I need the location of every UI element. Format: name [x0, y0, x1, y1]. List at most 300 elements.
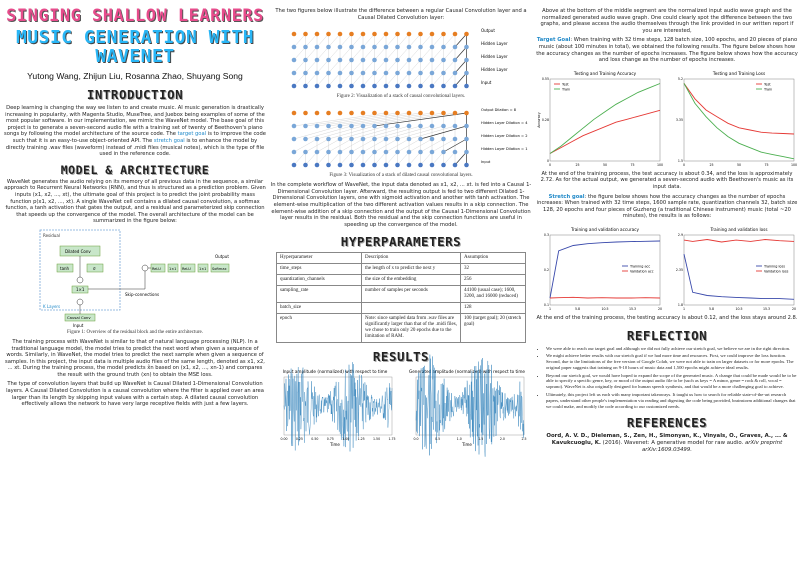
hyperparameter-table: [276, 252, 526, 343]
legend-label: Test: [764, 82, 771, 87]
conv-node: [303, 45, 308, 50]
stretch-accuracy-chart: [536, 223, 664, 315]
reference-entry: Oord, A. V. D., Dieleman, S., Zen, H., Simonyan, K., Vinyals, O., Graves, A., ... & Kavukcuoglu, K. (2016). Wavenet: A generative model for raw audio. arXiv preprint arXiv:1609.03499.: [546, 433, 788, 454]
wave-tick-label: 2.5: [521, 437, 527, 442]
conv-node: [372, 84, 377, 89]
series-line: [684, 83, 794, 134]
conv-node: [453, 137, 458, 142]
stretch-goal-highlight: stretch goal: [153, 137, 185, 144]
conv-node: [407, 84, 412, 89]
conv-node: [326, 137, 331, 142]
conv-node: [407, 111, 412, 116]
conv-node: [372, 150, 377, 155]
conv-node: [464, 45, 469, 50]
y-tick-label: 2.9: [677, 232, 683, 237]
intro-paragraph: Deep learning is changing the way we listen to and create music. AI music generation is drastically increasing in popularity, with Magenta Studio, MuseTree, and Juebox being examples of some of the most popular software. In our implementation, we mimic the WaveNet model. The base goal of this project is to generate a seven-second audio file with a training set of twenty of Beethoven's piano songs by following the model architecture of the source code. The target goal is to improve the code such that it is an easy-to-use object-oriented API. The stretch goal is to enhance the model by directly training .wav files (waveform) instead of .midi files (musical notes), which is the type of file used in the reference code.: [4, 105, 266, 158]
conv-node: [372, 163, 377, 168]
conv-node: [464, 84, 469, 89]
conv-node: [292, 111, 297, 116]
conv-node: [326, 45, 331, 50]
conv-node: [315, 124, 320, 129]
conv-node: [407, 137, 412, 142]
x-tick-label: 25: [709, 162, 714, 167]
reflection-item: • We were able to reach our target goal and although we did not fully achieve our stretch goal, we believe we are in the right direction.: [546, 346, 798, 352]
wave-tick-label: 0.25: [295, 437, 303, 442]
conv-node: [407, 45, 412, 50]
table-cell: 256: [461, 275, 526, 286]
series-line: [550, 297, 660, 298]
conv-node: [292, 163, 297, 168]
conv-node: [349, 71, 354, 76]
legend-label: Validation loss: [764, 269, 789, 274]
conv-node: [338, 45, 343, 50]
generated-waveform-chart: [404, 367, 530, 447]
wave-tick-label: 1.0: [456, 437, 462, 442]
reflection-item: • Ultimately, this project left us each with many important takeaways. It taught us how to search for reliable state-of-the-art research papers, understand other people's implementation via reading and digesting the code being provided, brainstorm additional changes that we could make, and modify the code according to our customized needs.: [546, 392, 798, 409]
table-cell: [362, 303, 461, 314]
conv-node: [292, 84, 297, 89]
conv-node: [430, 84, 435, 89]
conv-node: [464, 124, 469, 129]
table-cell: sampling_rate: [277, 286, 362, 303]
table-cell: the size of the embedding: [362, 275, 461, 286]
wave-tick-label: 0.00: [280, 437, 288, 442]
x-tick-label: 25: [575, 162, 580, 167]
conv-node: [395, 163, 400, 168]
x-tick-label: 1: [682, 306, 686, 311]
conv-node: [326, 124, 331, 129]
figure-3-dilated-conv: [286, 103, 528, 171]
table-cell: 128: [461, 303, 526, 314]
chart-title: Training and validation accuracy: [571, 226, 639, 232]
conv-node: [349, 111, 354, 116]
conv-node: [430, 71, 435, 76]
conv-node: [292, 32, 297, 37]
input-wave-title: Input amplitude (normalized) with respect to time: [282, 369, 388, 375]
conv-node: [303, 84, 308, 89]
table-row: [277, 303, 526, 314]
y-tick-label: 0.28: [541, 117, 549, 122]
reflection-item: • We might achieve better results with our stretch goal if we had more time and resources. First, we could improve the loss function. Second, due to the limitations of the free version of Google Colab, we were not able to train on larger datasets or for more epochs. The original paper suggests that training on 9-10 hours of music data and 1,500 epochs might achieve ideal results.: [546, 353, 798, 370]
x-tick-label: 10.5: [601, 306, 609, 311]
fig1-label: 1×1: [76, 286, 85, 292]
fig1-label: K Layers: [43, 303, 61, 309]
conv-node: [303, 58, 308, 63]
x-tick-label: 15.3: [762, 306, 771, 311]
fig2-label: Hidden Layer: [481, 41, 508, 47]
model-paragraph-1: WaveNet generates the audio relying on its memory of all previous data in the sequence, a similar approach to Recurrent Neural Networks (RNN), and thus is structured as a prediction problem. Given inputs (x1, x2, ..., xt), the ultimate goal of this project is to predict the joint probability mass function p(x1, x2, ..., xt). A single WaveNet cell contains a dilated causal convolution, a softmax function, a tanh activation that gates the output, and a residual and parameterized skip connection that speeds up the convergence of the model. The overall architecture of the model can be summarized in the figure below:: [4, 178, 266, 225]
conv-node: [292, 150, 297, 155]
conv-node: [453, 111, 458, 116]
table-row: [277, 264, 526, 275]
conv-node: [418, 111, 423, 116]
conv-node: [361, 124, 366, 129]
conv-node: [418, 124, 423, 129]
conv-node: [453, 45, 458, 50]
conv-node: [418, 71, 423, 76]
table-header: Description: [362, 253, 461, 264]
conv-node: [453, 84, 458, 89]
middle-column: [270, 0, 532, 573]
conv-node: [315, 163, 320, 168]
conv-node: [418, 137, 423, 142]
conv-node: [384, 84, 389, 89]
conv-node: [303, 32, 308, 37]
conv-node: [441, 45, 446, 50]
conv-node: [418, 150, 423, 155]
conv-node: [407, 150, 412, 155]
legend-label: Validation acc: [630, 269, 654, 274]
conv-node: [361, 58, 366, 63]
conv-node: [430, 45, 435, 50]
x-tick-label: 0: [548, 162, 552, 167]
conv-node: [395, 71, 400, 76]
stretch-loss-chart: [670, 223, 798, 315]
conv-node: [338, 71, 343, 76]
target-loss-chart: [670, 67, 798, 171]
conv-node: [441, 32, 446, 37]
conv-node: [453, 58, 458, 63]
conv-node: [395, 84, 400, 89]
legend-label: Training acc: [630, 264, 651, 269]
conv-node: [292, 71, 297, 76]
table-cell: quantization_channels: [277, 275, 362, 286]
conv-node: [441, 124, 446, 129]
y-tick-label: 5.2: [677, 76, 683, 81]
conv-node: [395, 137, 400, 142]
y-tick-label: 0: [546, 158, 549, 163]
conv-node: [430, 32, 435, 37]
fig1-label: σ: [93, 265, 96, 271]
conv-node: [430, 58, 435, 63]
wave-tick-label: 2.0: [499, 437, 505, 442]
conv-node: [349, 137, 354, 142]
wave-tick-label: 0.0: [413, 437, 419, 442]
table-header: Assumption: [461, 253, 526, 264]
target-goal-highlight: target goal: [177, 131, 207, 138]
conv-node: [384, 32, 389, 37]
conv-node: [338, 163, 343, 168]
legend-label: Test: [562, 82, 569, 87]
table-cell: the length of x to predict the next y: [362, 264, 461, 275]
y-tick-label: 0.2: [543, 267, 549, 272]
wave-tick-label: 0.5: [435, 437, 441, 442]
table-header-row: [277, 253, 526, 264]
conv-node: [315, 84, 320, 89]
conv-node: [361, 32, 366, 37]
generated-wave-xlabel: Time: [462, 442, 472, 448]
conv-node: [453, 124, 458, 129]
conv-node: [407, 163, 412, 168]
conv-node: [384, 124, 389, 129]
section-hyperparameters: HYPERPARAMETERS: [340, 234, 462, 250]
conv-node: [349, 58, 354, 63]
right-column: [536, 0, 798, 573]
conv-node: [453, 150, 458, 155]
conv-node: [453, 163, 458, 168]
x-tick-label: 5.8: [574, 306, 581, 311]
conv-node: [315, 71, 320, 76]
conv-node: [372, 58, 377, 63]
conv-node: [349, 32, 354, 37]
conv-node: [395, 111, 400, 116]
fig1-label: ReLU: [152, 266, 161, 271]
table-cell: epoch: [277, 314, 362, 343]
generated-wave-title: Generated amplitude (normalized) with respect to time: [408, 369, 526, 375]
fig3-label: Input: [481, 160, 491, 165]
conv-node: [464, 32, 469, 37]
conv-node: [326, 150, 331, 155]
fig2-label: Hidden Layer: [481, 54, 508, 60]
input-waveform-chart: [272, 367, 398, 447]
target-goal-label: Target Goal: [536, 37, 571, 44]
model-paragraph-2: The training process with WaveNet is similar to that of natural language processing (NLP). In a traditional language model, the model tries to predict the next word when given a sequence of words. Similarly, in WaveNet, the model tries to predict the next sample when given a sequence of samples. In this project, the input data is multiple audio files of the same length, denoted as x1, x2, ... xt. During the training process, the model predicts x̂n based on (x1, x2, ..., xn-1) and compares the result with the ground truth (xn) to obtain the MSE loss.: [5, 338, 265, 378]
conv-node: [292, 124, 297, 129]
wave-tick-label: 1.00: [342, 437, 350, 442]
section-model: MODEL & ARCHITECTURE: [60, 162, 210, 177]
conv-node: [384, 137, 389, 142]
conv-node: [384, 163, 389, 168]
conv-node: [407, 71, 412, 76]
conv-node: [464, 150, 469, 155]
x-tick-label: 5.8: [708, 306, 715, 311]
series-line: [684, 254, 794, 299]
legend-label: Train: [764, 87, 773, 92]
y-tick-label: 1.8: [677, 302, 683, 307]
workflow-paragraph: In the complete workflow of WaveNet, the input data denoted as x1, x2, ... xt. is fed into a Causal 1-Dimensional Convolution layer. Afterward, the resulting output is fed to two different Dilated 1-Dimensional Convolution layers, one with sigmoid activation and another with tanh activation. The element-wise multiplication of the two different activation values results in a skip connection. The element-wise addition of a skip connection and the output of the Causal 1-Dimensional Convolution layer results in the residual. Both the residual and the skip connection functions are useful in speeding up the convergence of the model.: [270, 182, 532, 228]
conv-node: [441, 58, 446, 63]
fig1-label: Dilated Conv: [65, 248, 91, 254]
conv-node: [453, 71, 458, 76]
legend-label: Train: [562, 87, 571, 92]
fig1-label: Softmax: [212, 266, 227, 271]
conv-node: [430, 150, 435, 155]
x-tick-label: 20: [657, 306, 663, 311]
wave-tick-label: 1.50: [373, 437, 381, 442]
conv-node: [418, 58, 423, 63]
conv-node: [384, 58, 389, 63]
conv-node: [453, 32, 458, 37]
conv-node: [464, 58, 469, 63]
table-row: [277, 314, 526, 343]
fig1-label: Residual: [43, 232, 60, 238]
conv-node: [361, 84, 366, 89]
conv-node: [315, 111, 320, 116]
y-tick-label: 0.3: [543, 232, 549, 237]
conv-node: [441, 84, 446, 89]
conv-node: [395, 45, 400, 50]
conv-node: [361, 45, 366, 50]
x-tick-label: 0: [682, 162, 686, 167]
conv-node: [441, 137, 446, 142]
fig1-label: tanh: [60, 265, 70, 271]
conv-node: [326, 163, 331, 168]
conv-node: [441, 111, 446, 116]
conv-node: [338, 32, 343, 37]
fig1-label: Output: [215, 253, 229, 259]
conv-node: [338, 111, 343, 116]
table-row: [277, 286, 526, 303]
conv-node: [395, 32, 400, 37]
stretch-goal-label: Stretch goal: [548, 193, 585, 200]
conv-node: [395, 124, 400, 129]
x-tick-label: 100: [790, 162, 798, 167]
y-tick-label: 0.1: [543, 302, 549, 307]
wave-tick-label: 1.5: [478, 437, 484, 442]
poster-title-line1: SINGING SHALLOW LEARNERS: [6, 6, 264, 26]
series-line: [550, 83, 660, 153]
x-tick-label: 15.3: [628, 306, 637, 311]
model-paragraph-3: The type of convolution layers that build up WaveNet is Causal Dilated 1-Dimensional Convolution layers. A Causal Dilated Convolution is a causal convolution where the filter is applied over an area larger than its length by skipping input values with a certain step. A dilated causal convolution effectively allows the network to have very large receptive fields with just a few layers.: [6, 381, 264, 408]
conv-node: [303, 137, 308, 142]
reflection-list: [536, 346, 798, 410]
conv-node: [464, 71, 469, 76]
conv-node: [361, 163, 366, 168]
table-cell: batch_size: [277, 303, 362, 314]
x-tick-label: 50: [602, 162, 608, 167]
conv-node: [372, 71, 377, 76]
series-line: [550, 110, 660, 153]
input-wave-xlabel: Time: [330, 442, 340, 448]
conv-node: [430, 163, 435, 168]
y-tick-label: 0.55: [541, 76, 549, 81]
fig1-label: Input: [73, 322, 84, 328]
conv-node: [349, 84, 354, 89]
conv-node: [361, 137, 366, 142]
legend-label: Training loss: [764, 264, 786, 269]
table-row: [277, 275, 526, 286]
stretch-goal-paragraph: Stretch goal: the figure below shows how the accuracy changes as the number of epochs increases: When trained with 32 time steps, 1600 sample rate, quantization channels 32, batch size 128, 20 epochs and four pieces of Guzheng (a traditional Chinese instrument) music (total ~20 minutes), the results is as follows:: [536, 193, 798, 220]
conv-node: [372, 137, 377, 142]
table-header: Hyperparameter: [277, 253, 362, 264]
table-cell: 32: [461, 264, 526, 275]
table-cell: 100 (target goal); 20 (stretch goal): [461, 314, 526, 343]
conv-node: [418, 163, 423, 168]
chart-title: Testing and Training Loss: [712, 70, 766, 76]
conv-node: [464, 137, 469, 142]
chart-title: Testing and Training Accuracy: [573, 70, 637, 76]
conv-node: [315, 45, 320, 50]
conv-node: [349, 45, 354, 50]
conv-node: [326, 84, 331, 89]
conv-node: [418, 45, 423, 50]
section-references: REFERENCES: [626, 415, 708, 431]
fig3-label: Output Dilation = 8: [481, 108, 517, 113]
target-goal-paragraph: Target Goal: When training with 32 time steps, 128 batch size, 100 epochs, and 20 pieces of piano music (about 100 minutes in total), we obtained the following results. The figure below shows how the accuracy changes as the number of epochs increases. The figure below shows how the accuracy and loss change as the number of epochs increases.: [536, 37, 798, 64]
fig1-label: 1×1: [199, 266, 207, 271]
fig2-label: Hidden Layer: [481, 67, 508, 73]
conv-node: [430, 124, 435, 129]
conv-node: [418, 32, 423, 37]
target-accuracy-chart: [536, 67, 664, 171]
fig3-label: Hidden Layer Dilation = 4: [481, 121, 528, 126]
fig1-label: 1×1: [169, 266, 177, 271]
results-paragraph-3: At the end of the training process, the test accuracy is about 0.34, and the loss is approximately 2.72. As for the actual output, we generated a seven-second audio with Beethoven's music as its input data.: [540, 170, 794, 190]
wave-tick-label: 0.50: [311, 437, 319, 442]
y-tick-label: 2.35: [675, 267, 683, 272]
conv-node: [384, 150, 389, 155]
x-tick-label: 10.5: [735, 306, 743, 311]
conv-node: [326, 32, 331, 37]
series-line: [684, 239, 794, 242]
section-introduction: INTRODUCTION: [86, 87, 184, 102]
conv-node: [349, 150, 354, 155]
conv-node: [315, 150, 320, 155]
conv-node: [338, 84, 343, 89]
convolution-intro: The two figures below illustrate the difference between a regular Causal Convolution layer and a Causal Dilated Convolution layer:: [275, 8, 527, 21]
conv-node: [361, 71, 366, 76]
conv-node: [384, 111, 389, 116]
x-tick-label: 20: [791, 306, 797, 311]
conv-node: [430, 111, 435, 116]
wave-tick-label: 1.25: [357, 437, 365, 442]
fig1-label: Skip-connections: [125, 291, 160, 297]
fig1-label: ReLU: [182, 266, 191, 271]
table-cell: Note: since sampled data from .wav files are significantly larger than that of the .midi files, we chose to train only 20 epochs due to the limitation of RAM.: [362, 314, 461, 343]
conv-node: [407, 58, 412, 63]
conv-node: [407, 124, 412, 129]
x-tick-label: 50: [736, 162, 742, 167]
conv-node: [395, 58, 400, 63]
conv-node: [315, 137, 320, 142]
conv-node: [303, 163, 308, 168]
x-tick-label: 1: [548, 306, 552, 311]
conv-node: [441, 71, 446, 76]
section-results: RESULTS: [372, 349, 430, 365]
conv-node: [303, 71, 308, 76]
conv-node: [338, 124, 343, 129]
chart-title: Training and validation loss: [710, 226, 768, 232]
fig3-label: Hidden Layer Dilation = 2: [481, 134, 528, 139]
figure-2-caption: Figure 2: Visualization of a stack of causal convolutional layers.: [336, 94, 466, 100]
table-cell: 44100 (usual case); 1600, 3200, and 16000 (reduced): [461, 286, 526, 303]
wave-tick-label: 0.75: [326, 437, 334, 442]
conv-node: [303, 150, 308, 155]
conv-node: [384, 45, 389, 50]
wave-tick-label: 1.75: [388, 437, 396, 442]
conv-node: [326, 111, 331, 116]
conv-node: [441, 150, 446, 155]
conv-node: [372, 32, 377, 37]
conv-node: [326, 58, 331, 63]
conv-node: [338, 137, 343, 142]
fig1-label: Causal Conv: [67, 314, 91, 320]
table-cell: number of samples per seconds: [362, 286, 461, 303]
reflection-item: • Beyond our stretch goal, we would have hoped to expand the scope of the generated music. A change that could be made would be to be able to specify a specific genre, key, or mood of the output audio file to be (such as keys = A minor, genre = rock & roll, vocal = soprano). WaveNet is also originally designed for human speech synthesis, and that would be a more challenging goal to achieve.: [546, 373, 798, 390]
x-tick-label: 75: [630, 162, 635, 167]
authors: Yutong Wang, Zhijun Liu, Rosanna Zhao, Shuyang Song: [27, 71, 243, 81]
conv-node: [395, 150, 400, 155]
x-tick-label: 75: [764, 162, 769, 167]
results-paragraph-1: Above at the bottom of the middle segment are the normalized input audio wave graph and the normalized generated audio wave graph. One could clearly spot the difference between the two graphs, and please access the audio themselves through the link provided in our written report if you are interested,: [540, 8, 794, 34]
conv-node: [315, 32, 320, 37]
conv-node: [372, 124, 377, 129]
x-tick-label: 100: [656, 162, 664, 167]
conv-node: [441, 163, 446, 168]
series-line: [684, 83, 794, 158]
fig2-label: Input: [481, 80, 492, 86]
conv-node: [361, 150, 366, 155]
conv-node: [349, 124, 354, 129]
figure-1-architecture: [35, 228, 235, 328]
conv-node: [372, 111, 377, 116]
conv-node: [338, 58, 343, 63]
fig3-label: Hidden Layer Dilation = 1: [481, 147, 528, 152]
y-axis-label: Accuracy: [537, 112, 541, 128]
conv-node: [464, 111, 469, 116]
figure-2-causal-conv: [286, 24, 516, 92]
conv-node: [372, 45, 377, 50]
